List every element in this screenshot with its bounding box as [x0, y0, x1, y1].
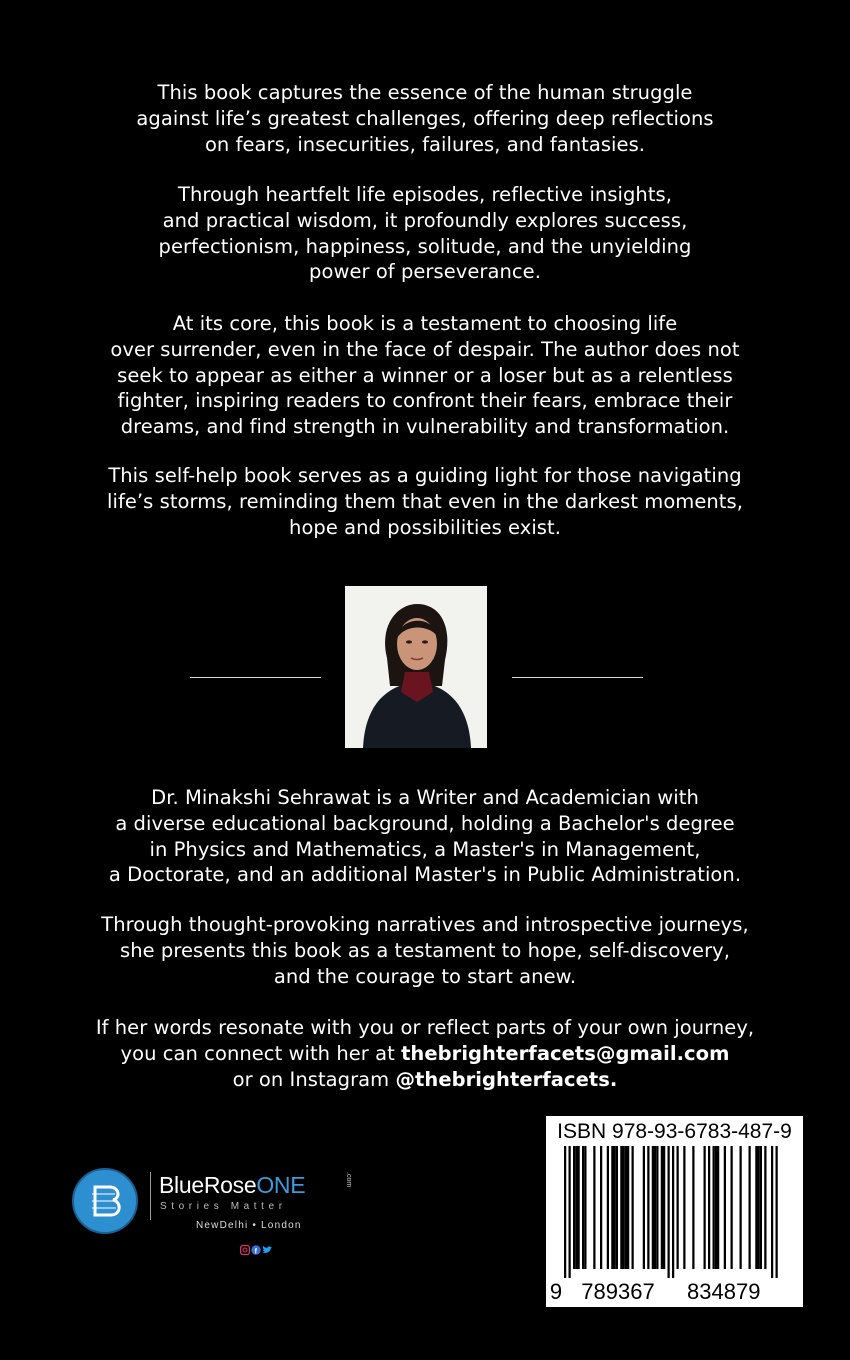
publisher-logo — [70, 1168, 360, 1258]
barcode-bar — [593, 1146, 595, 1269]
barcode-bar — [717, 1146, 719, 1269]
text-line: a diverse educational background, holding a Bachelor's degree — [115, 811, 735, 835]
barcode-bar — [654, 1146, 656, 1269]
text-line: If her words resonate with you or reflect parts of your own journey, — [95, 1016, 755, 1039]
text-line: in Physics and Mathematics, a Master's in Management, — [149, 837, 701, 861]
barcode-bar — [656, 1146, 658, 1269]
social-icons — [240, 1240, 272, 1255]
barcode-bar — [614, 1146, 616, 1269]
facebook-icon — [251, 1245, 260, 1255]
barcode-bar — [647, 1146, 649, 1269]
logo-separator — [150, 1172, 151, 1220]
publisher-dotcom: .com — [345, 1172, 352, 1188]
text-line: over surrender, even in the face of despair. The author does not — [110, 337, 740, 361]
contact-instagram-line — [0, 1067, 850, 1093]
barcode-bar — [616, 1146, 618, 1269]
barcode-bar — [632, 1146, 634, 1269]
description-paragraph-1 — [0, 80, 850, 157]
barcode-bar — [683, 1146, 685, 1269]
text-line: hope and possibilities exist. — [289, 515, 561, 539]
barcode-bar — [677, 1146, 679, 1269]
barcode-bar — [623, 1146, 625, 1269]
text-line: against life’s greatest challenges, offering deep reflections — [136, 106, 714, 130]
barcode-guard-bar — [564, 1146, 566, 1278]
barcode-bar — [764, 1146, 766, 1269]
barcode-bar — [625, 1146, 627, 1269]
text-line: This self-help book serves as a guiding light for those navigating — [108, 464, 742, 487]
barcode-bar — [758, 1146, 760, 1269]
barcode-bar — [704, 1146, 706, 1269]
barcode-bar — [713, 1146, 715, 1269]
isbn-label: ISBN 978-93-6783-487-9 — [557, 1120, 792, 1143]
text-line: Dr. Minakshi Sehrawat is a Writer and Academician with — [151, 786, 699, 809]
barcode-bars — [546, 1116, 803, 1307]
text-line: perfectionism, happiness, solitude, and the unyielding — [158, 234, 692, 258]
instagram-icon — [241, 1246, 250, 1255]
text-line: Through heartfelt life episodes, reflective insights, — [177, 183, 672, 206]
svg-text:f: f — [254, 1248, 257, 1255]
description-paragraph-2 — [0, 182, 850, 285]
instagram-prefix: or on Instagram — [232, 1067, 396, 1091]
barcode-digits: 789367 — [581, 1279, 655, 1304]
publisher-name — [159, 1172, 305, 1199]
instagram-handle[interactable]: @thebrighterfacets. — [395, 1067, 618, 1091]
barcode-digits: 9 — [549, 1279, 563, 1304]
text-line: and practical wisdom, it profoundly explores success, — [162, 208, 688, 232]
text-line: seek to appear as either a winner or a loser but as a relentless — [117, 363, 733, 387]
barcode-bar — [578, 1146, 580, 1269]
contact-prefix: you can connect with her at — [120, 1041, 402, 1065]
contact-email-line — [0, 1041, 850, 1067]
barcode-bar — [692, 1146, 694, 1269]
barcode-bar — [749, 1146, 751, 1269]
publisher-cities: NewDelhi • London — [196, 1220, 302, 1231]
text-line: on fears, insecurities, failures, and fantasies. — [204, 132, 646, 156]
divider-left — [190, 677, 321, 678]
text-line: life’s storms, reminding them that even in the darkest moments, — [107, 489, 743, 513]
barcode-bar — [575, 1146, 577, 1269]
barcode-guard-bar — [771, 1146, 773, 1278]
description-paragraph-4 — [0, 463, 850, 540]
barcode-bar — [708, 1146, 710, 1269]
text-line: fighter, inspiring readers to confront their fears, embrace their — [117, 389, 733, 413]
bluerose-b-logo-icon — [72, 1168, 138, 1234]
author-portrait-illustration — [345, 586, 487, 748]
publisher-tagline: Stories Matter — [160, 1201, 287, 1212]
text-line: dreams, and find strength in vulnerability and transformation. — [120, 415, 730, 439]
barcode-guard-bar — [569, 1146, 571, 1278]
isbn-barcode — [546, 1116, 803, 1307]
barcode-bar — [740, 1146, 742, 1269]
text-line: At its core, this book is a testament to choosing life — [172, 312, 678, 335]
barcode-bar — [611, 1146, 613, 1269]
barcode-bar — [715, 1146, 717, 1269]
barcode-bar — [643, 1146, 645, 1269]
description-paragraph-3 — [0, 311, 850, 440]
barcode-guard-bar — [668, 1146, 670, 1278]
text-line: power of perseverance. — [309, 260, 541, 284]
text-line: and the courage to start anew. — [273, 964, 577, 988]
text-line: she presents this book as a testament to hope, self-discovery, — [120, 938, 730, 962]
divider-right — [512, 677, 643, 678]
barcode-bar — [661, 1146, 663, 1269]
barcode-bar — [755, 1146, 757, 1269]
author-photo — [345, 586, 487, 748]
author-contact-paragraph — [0, 1015, 850, 1092]
barcode-bar — [600, 1146, 602, 1269]
contact-email[interactable]: thebrighterfacets@gmail.com — [401, 1041, 730, 1065]
barcode-bar — [584, 1146, 586, 1269]
publisher-name-main: BlueRose — [159, 1172, 257, 1198]
barcode-bar — [760, 1146, 762, 1269]
barcode-guard-bar — [776, 1146, 778, 1278]
barcode-bar — [620, 1146, 622, 1269]
barcode-guard-bar — [672, 1146, 674, 1278]
barcode-bar — [573, 1146, 575, 1269]
text-line: This book captures the essence of the human struggle — [157, 81, 693, 104]
barcode-bar — [582, 1146, 584, 1269]
barcode-bar — [627, 1146, 629, 1269]
author-journey-paragraph — [0, 912, 850, 989]
text-line: Through thought-provoking narratives and introspective journeys, — [101, 913, 749, 936]
barcode-bar — [724, 1146, 726, 1269]
barcode-bar — [731, 1146, 733, 1269]
twitter-icon — [262, 1246, 272, 1253]
barcode-bar — [607, 1146, 609, 1269]
text-line: a Doctorate, and an additional Master's in Public Administration. — [108, 863, 742, 887]
barcode-bar — [663, 1146, 665, 1269]
author-bio-paragraph — [0, 785, 850, 888]
barcode-bar — [652, 1146, 654, 1269]
publisher-name-accent: ONE — [256, 1172, 306, 1198]
barcode-digits: 834879 — [687, 1279, 761, 1304]
